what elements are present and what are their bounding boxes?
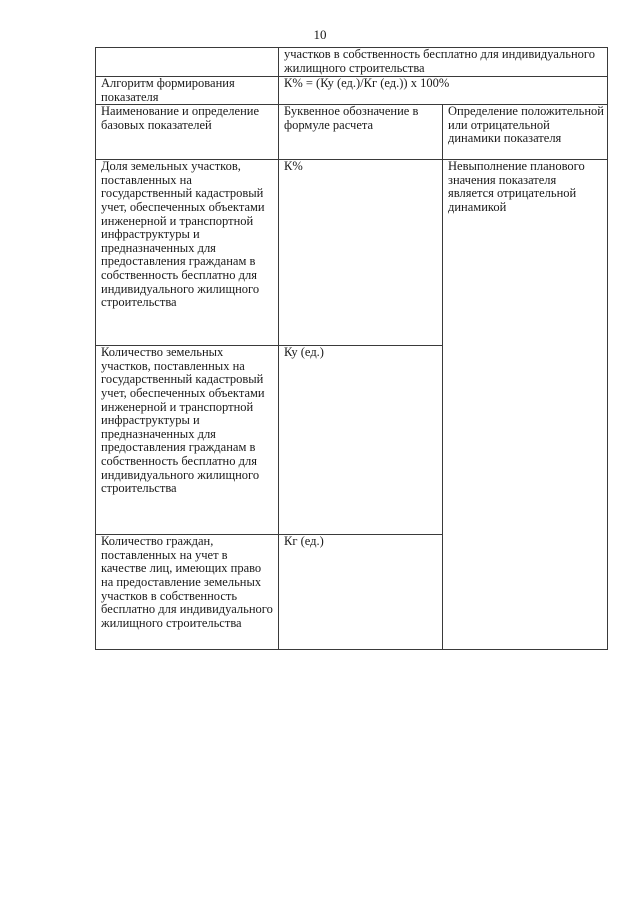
algorithm-label-cell [96,77,279,105]
table-row-continued [96,48,608,77]
algorithm-formula: К% = (Ку (ед.)/Кг (ед.)) х 100% [284,76,450,90]
continued-empty-cell [96,48,279,77]
continued-text: участков в собственность бесплатно для индивидуального жилищного строительства [284,47,595,75]
indicator-name-cell [96,346,279,535]
indicator-symbol-cell [279,160,443,346]
table-header-row [96,105,608,160]
indicator-symbol-cell [279,535,443,650]
indicator-name-cell [96,160,279,346]
header-symbol-cell [279,105,443,160]
indicator-table [95,47,608,650]
indicator-name: Количество граждан, поставленных на учет в качестве лиц, имеющих право на предоставление земельных участков в собственность бесплатно для индивидуального жилищного строительства [101,534,273,630]
indicator-name: Доля земельных участков, поставленных на государственный кадастровый учет, обеспеченных объектами инженерной и транспортной инфраструктуры и предназначенных для предоставления гражданам в собственность бесплатно для индивидуального жилищного строительства [101,159,265,310]
continued-text-cell [279,48,608,77]
header-dynamics: Определение положительной или отрицательной динамики показателя [448,104,604,146]
dynamics-cell [443,160,608,650]
indicator-symbol: Кг (ед.) [284,534,324,549]
dynamics-text: Невыполнение планового значения показателя является отрицательной динамикой [448,159,585,214]
indicator-symbol: К% [284,159,303,174]
indicator-symbol-cell [279,346,443,535]
header-name-cell [96,105,279,160]
table-row [96,160,608,346]
table-row-algorithm [96,77,608,105]
header-dynamics-cell [443,105,608,160]
header-name: Наименование и определение базовых показателей [101,104,260,132]
page-number: 10 [313,27,327,42]
indicator-symbol: Ку (ед.) [284,345,324,360]
algorithm-label: Алгоритм формирования показателя [101,76,235,104]
header-symbol: Буквенное обозначение в формуле расчета [284,104,419,132]
algorithm-formula-cell [279,77,608,105]
indicator-name: Количество земельных участков, поставленных на государственный кадастровый учет, обеспеченных объектами инженерной и транспортной инфраструктуры и предназначенных для предоставления гражданам в собственность бесплатно для индивидуального жилищного строительства [101,345,265,496]
indicator-name-cell [96,535,279,650]
